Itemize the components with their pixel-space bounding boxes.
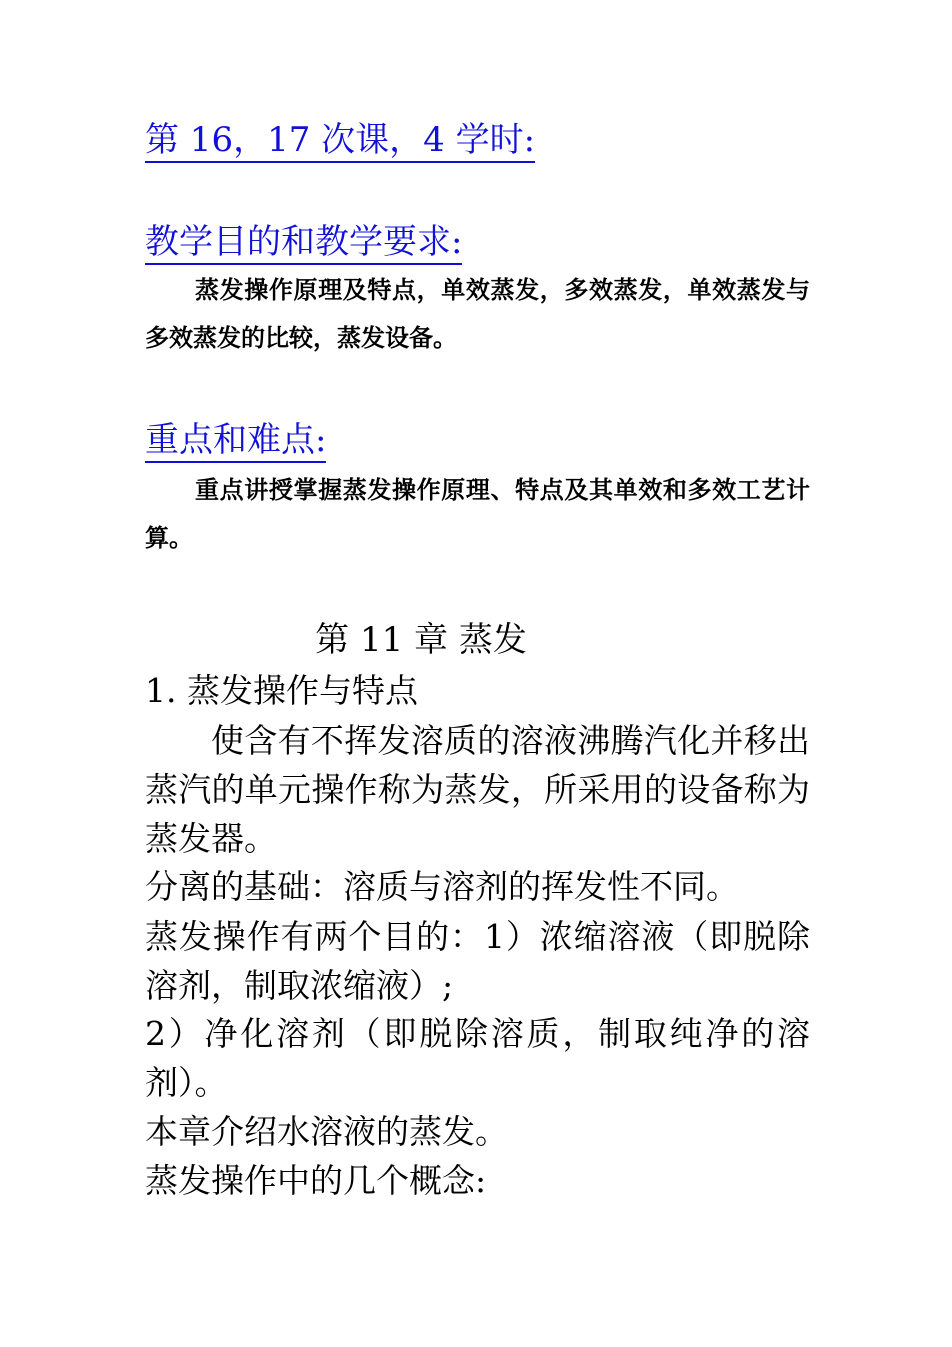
paragraph-purpose-1: 蒸发操作有两个目的：1）浓缩溶液（即脱除溶剂，制取浓缩液）;	[145, 917, 810, 1005]
section-title: 1. 蒸发操作与特点	[145, 671, 418, 710]
paragraph-purpose-2: 2）净化溶剂（即脱除溶质，制取纯净的溶剂）。	[145, 1014, 810, 1102]
keypoints-text: 重点讲授掌握蒸发操作原理、特点及其单效和多效工艺计算。	[145, 475, 810, 552]
chapter-title: 第 11 章 蒸发	[315, 620, 527, 660]
chapter-title-wrap	[0, 618, 952, 662]
paragraph-scope: 本章介绍水溶液的蒸发。	[145, 1112, 508, 1151]
paragraph-concepts: 蒸发操作中的几个概念:	[145, 1161, 487, 1200]
objectives-text: 蒸发操作原理及特点，单效蒸发，多效蒸发，单效蒸发与多效蒸发的比较，蒸发设备。	[145, 275, 810, 352]
paragraph-definition: 使含有不挥发溶质的溶液沸腾汽化并移出蒸汽的单元操作称为蒸发，所采用的设备称为蒸发器。	[145, 721, 810, 858]
objectives-heading: 教学目的和教学要求:	[145, 222, 462, 265]
paragraph-basis: 分离的基础：溶质与溶剂的挥发性不同。	[145, 867, 739, 906]
keypoints-heading: 重点和难点:	[145, 420, 326, 463]
lesson-title: 第 16，17 次课，4 学时:	[145, 120, 535, 163]
